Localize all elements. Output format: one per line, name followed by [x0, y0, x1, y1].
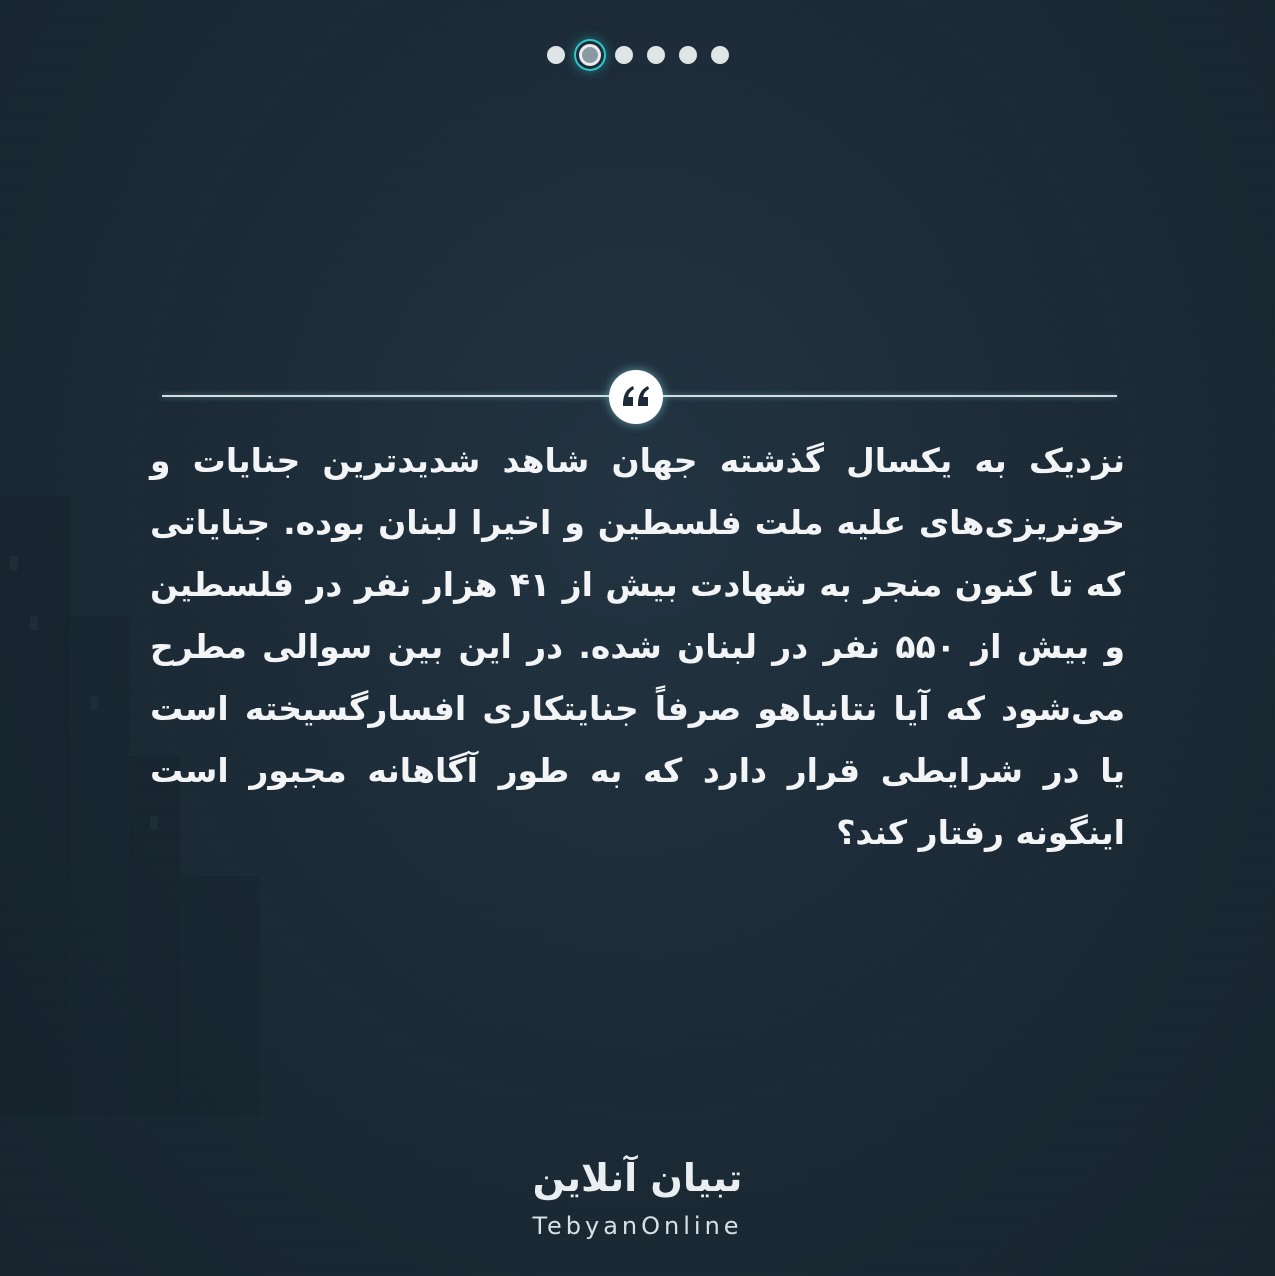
pagination-dot[interactable] [711, 46, 729, 64]
pagination-dot[interactable] [547, 46, 565, 64]
pagination-dot[interactable] [647, 46, 665, 64]
quote-badge [609, 370, 663, 424]
brand-name-fa: تبیان آنلاین [532, 1156, 743, 1200]
pagination-dot[interactable] [679, 46, 697, 64]
pagination-dot-active[interactable] [579, 44, 601, 66]
quote-mark-icon [621, 384, 651, 410]
brand-name-en: TebyanOnline [532, 1212, 743, 1240]
pagination-dots [0, 44, 1275, 66]
pagination-dot[interactable] [615, 46, 633, 64]
brand-logo [0, 1150, 1275, 1246]
quote-text: نزدیک به یکسال گذشته جهان شاهد شدیدترین جنایات و خونریزی‌های علیه ملت فلسطین و اخیرا لبنان بوده. جنایاتی که تا کنون منجر به شهادت بیش از ۴۱ هزار نفر در فلسطین و بیش از ۵۵۰ نفر در لبنان شده. در این بین سوالی مطرح می‌شود که آیا نتانیاهو صرفاً جنایتکاری افسارگسیخته است یا در شرایطی قرار دارد که به طور آگاهانه مجبور است اینگونه رفتار کند؟ [150, 441, 1125, 852]
